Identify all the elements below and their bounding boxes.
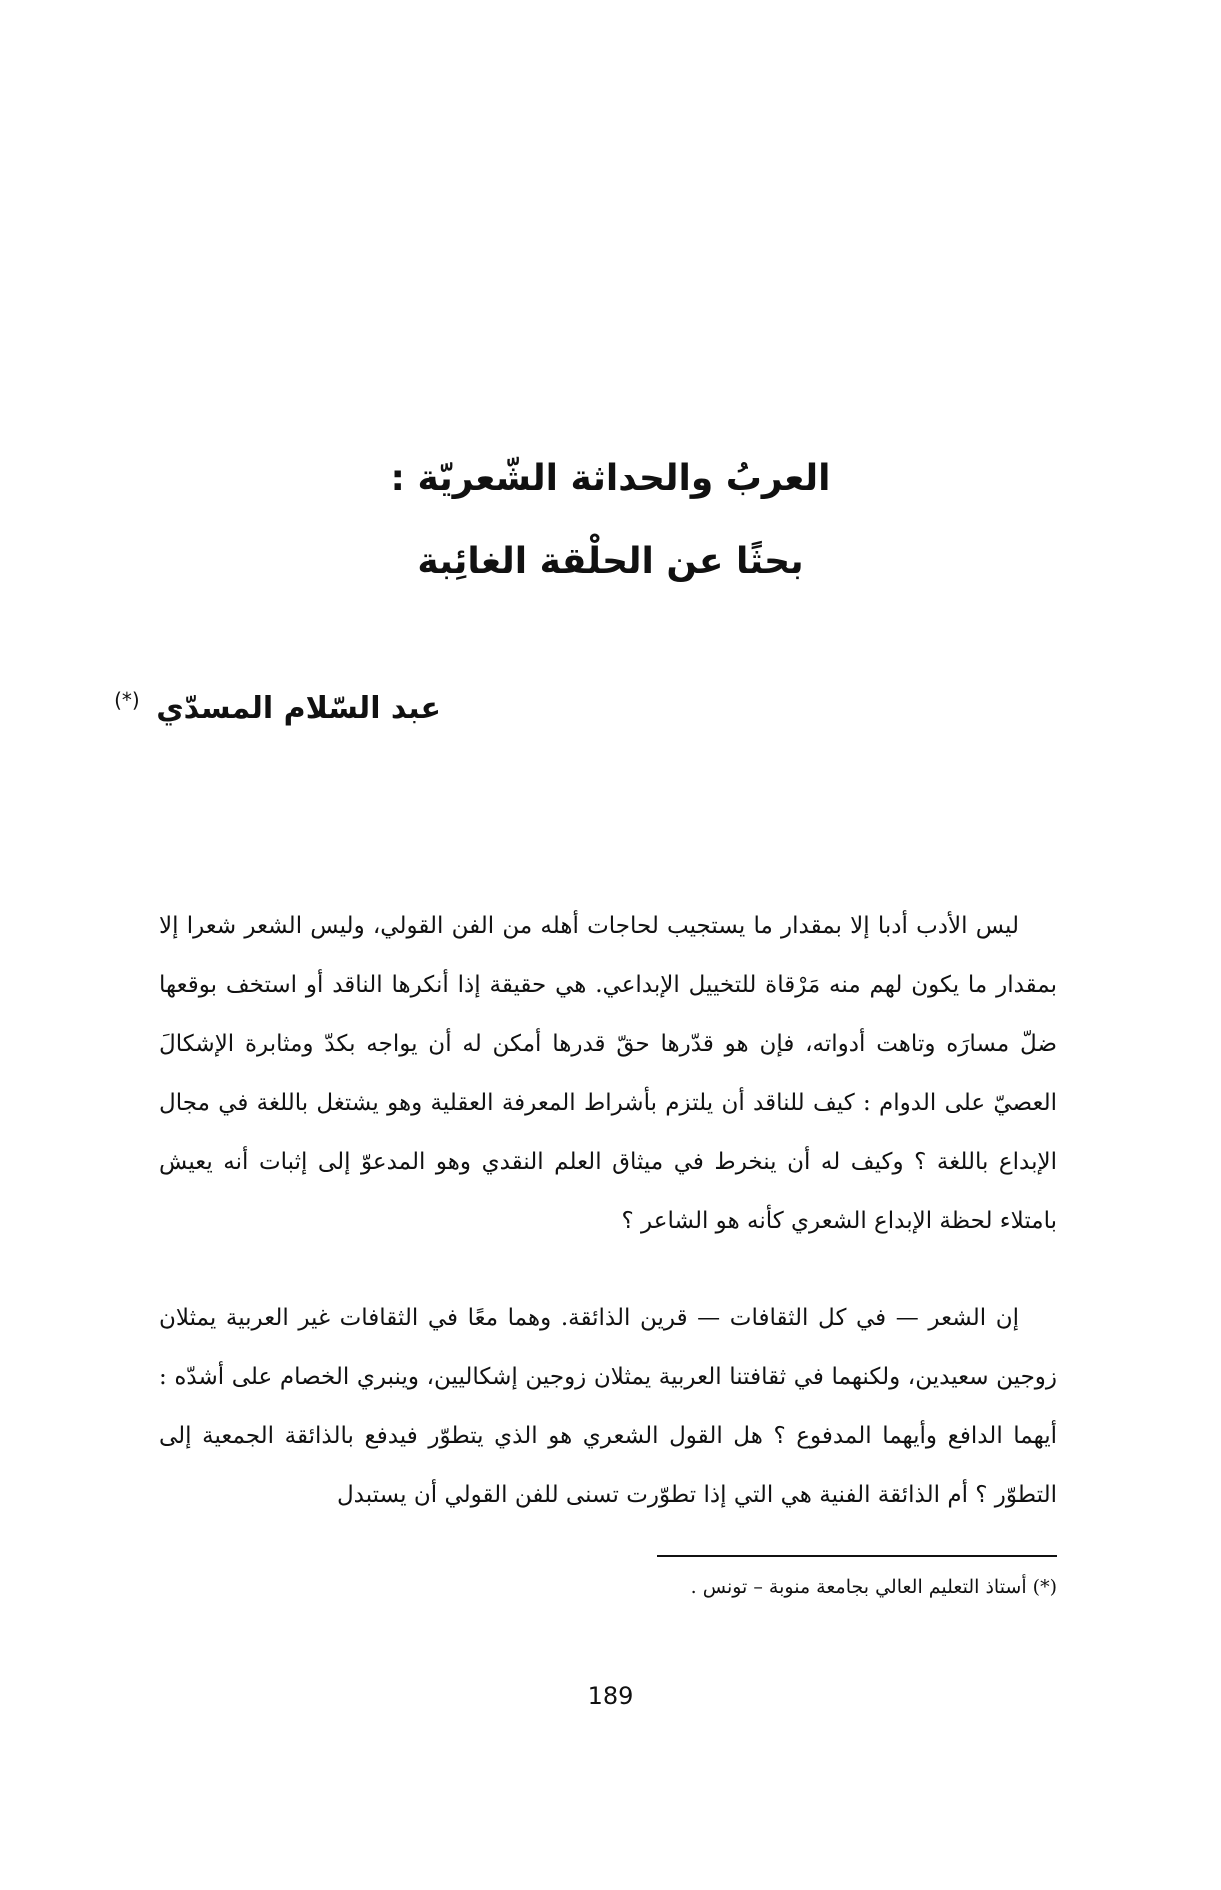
article-title-line-2: بحثًا عن الحلْقة الغائِبة: [417, 541, 804, 582]
author-byline: [114, 680, 441, 729]
body-paragraph-1: ليس الأدب أدبا إلا بمقدار ما يستجيب لحاجات أهله من الفن القولي، وليس الشعر شعرا إلا بمقدار ما يكون لهم منه مَرْقاة للتخييل الإبداعي. هي حقيقة إذا أنكرها الناقد أو استخف بوقعها ضلّ مسارَه وتاهت أدواته، فإن هو قدّرها حقّ قدرها أمكن له أن يواجه بكدّ ومثابرة الإشكالَ العصيّ على الدوام : كيف للناقد أن يلتزم بأشراط المعرفة العقلية وهو يشتغل باللغة في مجال الإبداع باللغة ؟ وكيف له أن ينخرط في ميثاق العلم النقدي وهو المدعوّ إلى إثبات أنه يعيش بامتلاء لحظة الإبداع الشعري كأنه هو الشاعر ؟: [159, 913, 1057, 1234]
page-number: 189: [587, 1682, 634, 1710]
footnote: (*) أستاذ التعليم العالي بجامعة منوبة – تونس .: [690, 1576, 1057, 1598]
article-title-line-1: العربُ والحداثة الشّعريّة :: [390, 458, 831, 499]
footnote-divider: [657, 1555, 1057, 1557]
author-footnote-marker: (*): [114, 688, 140, 712]
body-paragraph-2: إن الشعر — في كل الثقافات — قرين الذائقة. وهما معًا في الثقافات غير العربية يمثلان زوجين سعيدين، ولكنهما في ثقافتنا العربية يمثلان زوجين إشكاليين، وينبري الخصام على أشدّه : أيهما الدافع وأيهما المدفوع ؟ هل القول الشعري هو الذي يتطوّر فيدفع بالذائقة الجمعية إلى التطوّر ؟ أم الذائقة الفنية هي التي إذا تطوّرت تسنى للفن القولي أن يستبدل: [159, 1305, 1057, 1508]
author-name: عبد السّلام المسدّي: [156, 691, 441, 726]
